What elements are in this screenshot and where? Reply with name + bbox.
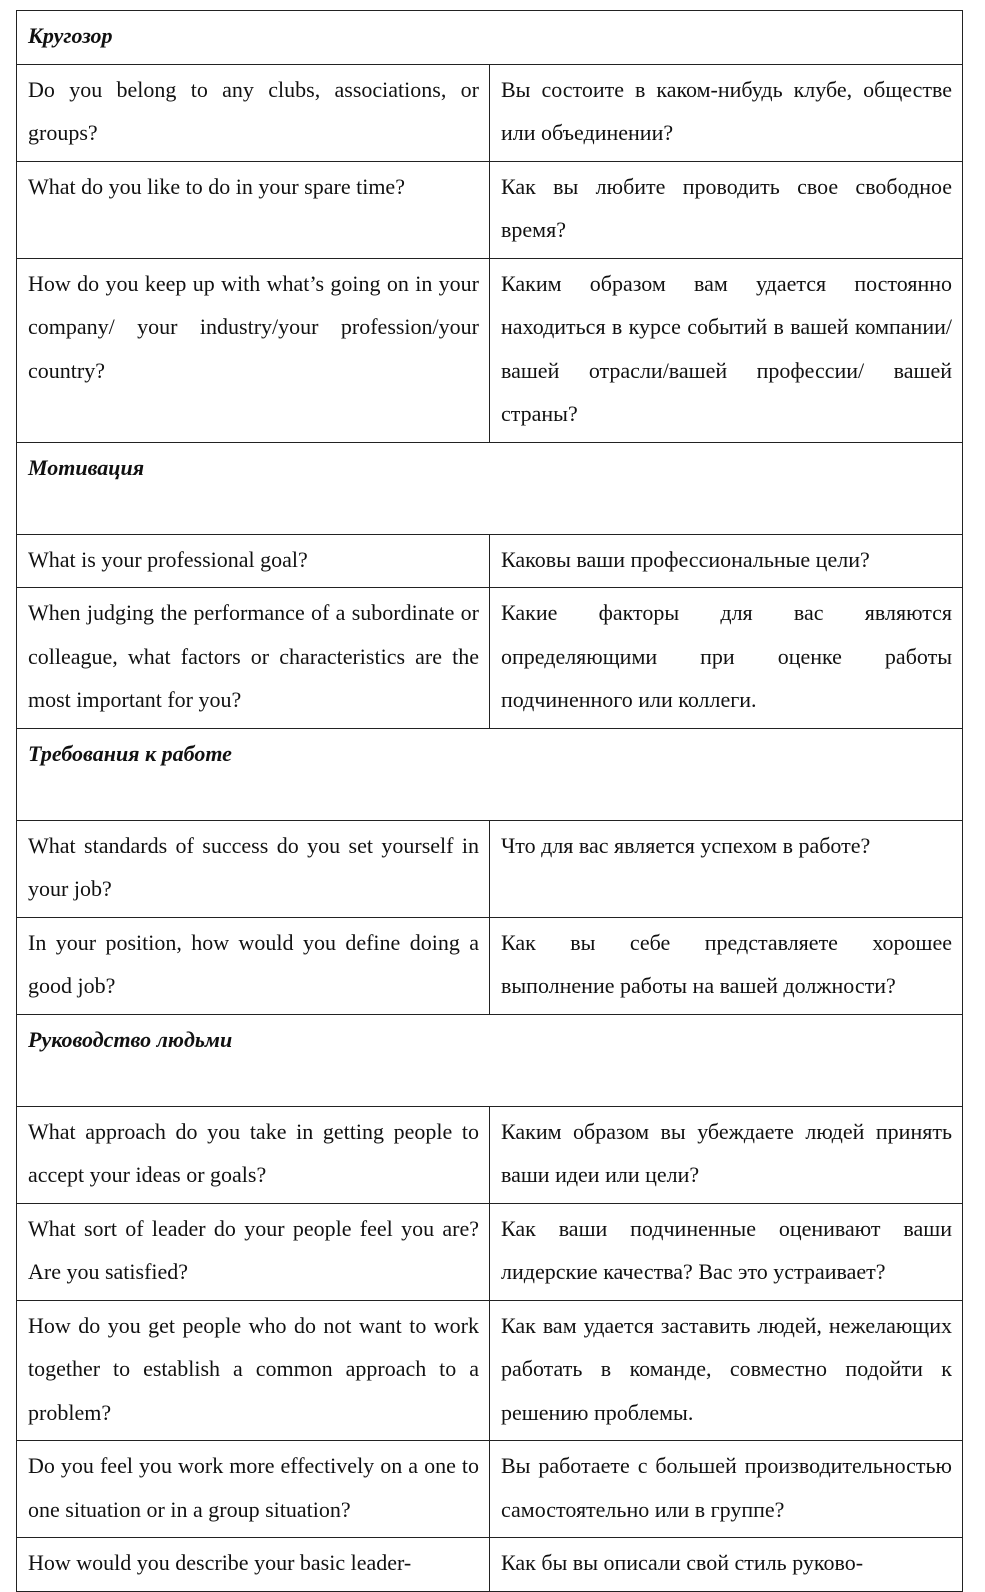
table-row bbox=[17, 161, 963, 258]
section-header-row bbox=[17, 442, 963, 534]
table-row bbox=[17, 917, 963, 1014]
question-en: What standards of success do you set yourself in your job? bbox=[17, 820, 490, 917]
table-row bbox=[17, 1300, 963, 1441]
question-ru: Что для вас является успехом в работе? bbox=[490, 820, 963, 917]
section-header-row bbox=[17, 1014, 963, 1106]
section-title: Мотивация bbox=[17, 442, 963, 534]
question-en: When judging the performance of a subordinate or colleague, what factors or characteristics are the most important for you? bbox=[17, 588, 490, 729]
table-row bbox=[17, 258, 963, 442]
question-en: Do you feel you work more effectively on a one to one situation or in a group situation? bbox=[17, 1441, 490, 1538]
question-ru: Каким образом вам удается постоянно находиться в курсе событий в вашей компании/ вашей отрасли/вашей профессии/ вашей страны? bbox=[490, 258, 963, 442]
table-row bbox=[17, 534, 963, 588]
question-en: Do you belong to any clubs, associations, or groups? bbox=[17, 64, 490, 161]
question-en: What approach do you take in getting people to accept your ideas or goals? bbox=[17, 1106, 490, 1203]
question-ru: Как ваши подчиненные оценивают ваши лидерские качества? Вас это устраивает? bbox=[490, 1203, 963, 1300]
document-page bbox=[16, 10, 962, 1592]
question-en: How would you describe your basic leader- bbox=[17, 1538, 490, 1592]
interview-questions-table bbox=[16, 10, 963, 1592]
question-ru: Как вы любите проводить свое свободное время? bbox=[490, 161, 963, 258]
question-en: What do you like to do in your spare time? bbox=[17, 161, 490, 258]
question-en: What sort of leader do your people feel you are? Are you satisfied? bbox=[17, 1203, 490, 1300]
table-row bbox=[17, 820, 963, 917]
question-ru: Какие факторы для вас являются определяющими при оценке работы подчиненного или коллеги. bbox=[490, 588, 963, 729]
section-header-row bbox=[17, 728, 963, 820]
question-en: What is your professional goal? bbox=[17, 534, 490, 588]
question-ru: Каким образом вы убеждаете людей принять ваши идеи или цели? bbox=[490, 1106, 963, 1203]
question-ru: Каковы ваши профессиональные цели? bbox=[490, 534, 963, 588]
question-ru: Вы работаете с большей производительностью самостоятельно или в группе? bbox=[490, 1441, 963, 1538]
table-row bbox=[17, 1538, 963, 1592]
table-row bbox=[17, 588, 963, 729]
question-en: In your position, how would you define doing a good job? bbox=[17, 917, 490, 1014]
question-en: How do you get people who do not want to work together to establish a common approach to a problem? bbox=[17, 1300, 490, 1441]
table-row bbox=[17, 1441, 963, 1538]
section-title: Руководство людьми bbox=[17, 1014, 963, 1106]
question-ru: Вы состоите в каком-нибудь клубе, обществе или объединении? bbox=[490, 64, 963, 161]
table-row bbox=[17, 1203, 963, 1300]
question-ru: Как вам удается заставить людей, нежелающих работать в команде, совместно подойти к решению проблемы. bbox=[490, 1300, 963, 1441]
table-row bbox=[17, 64, 963, 161]
section-title: Требования к работе bbox=[17, 728, 963, 820]
section-header-row bbox=[17, 11, 963, 65]
section-title: Кругозор bbox=[17, 11, 963, 65]
question-ru: Как бы вы описали свой стиль руково- bbox=[490, 1538, 963, 1592]
table-row bbox=[17, 1106, 963, 1203]
question-en: How do you keep up with what’s going on in your company/ your industry/your profession/your country? bbox=[17, 258, 490, 442]
question-ru: Как вы себе представляете хорошее выполнение работы на вашей должности? bbox=[490, 917, 963, 1014]
